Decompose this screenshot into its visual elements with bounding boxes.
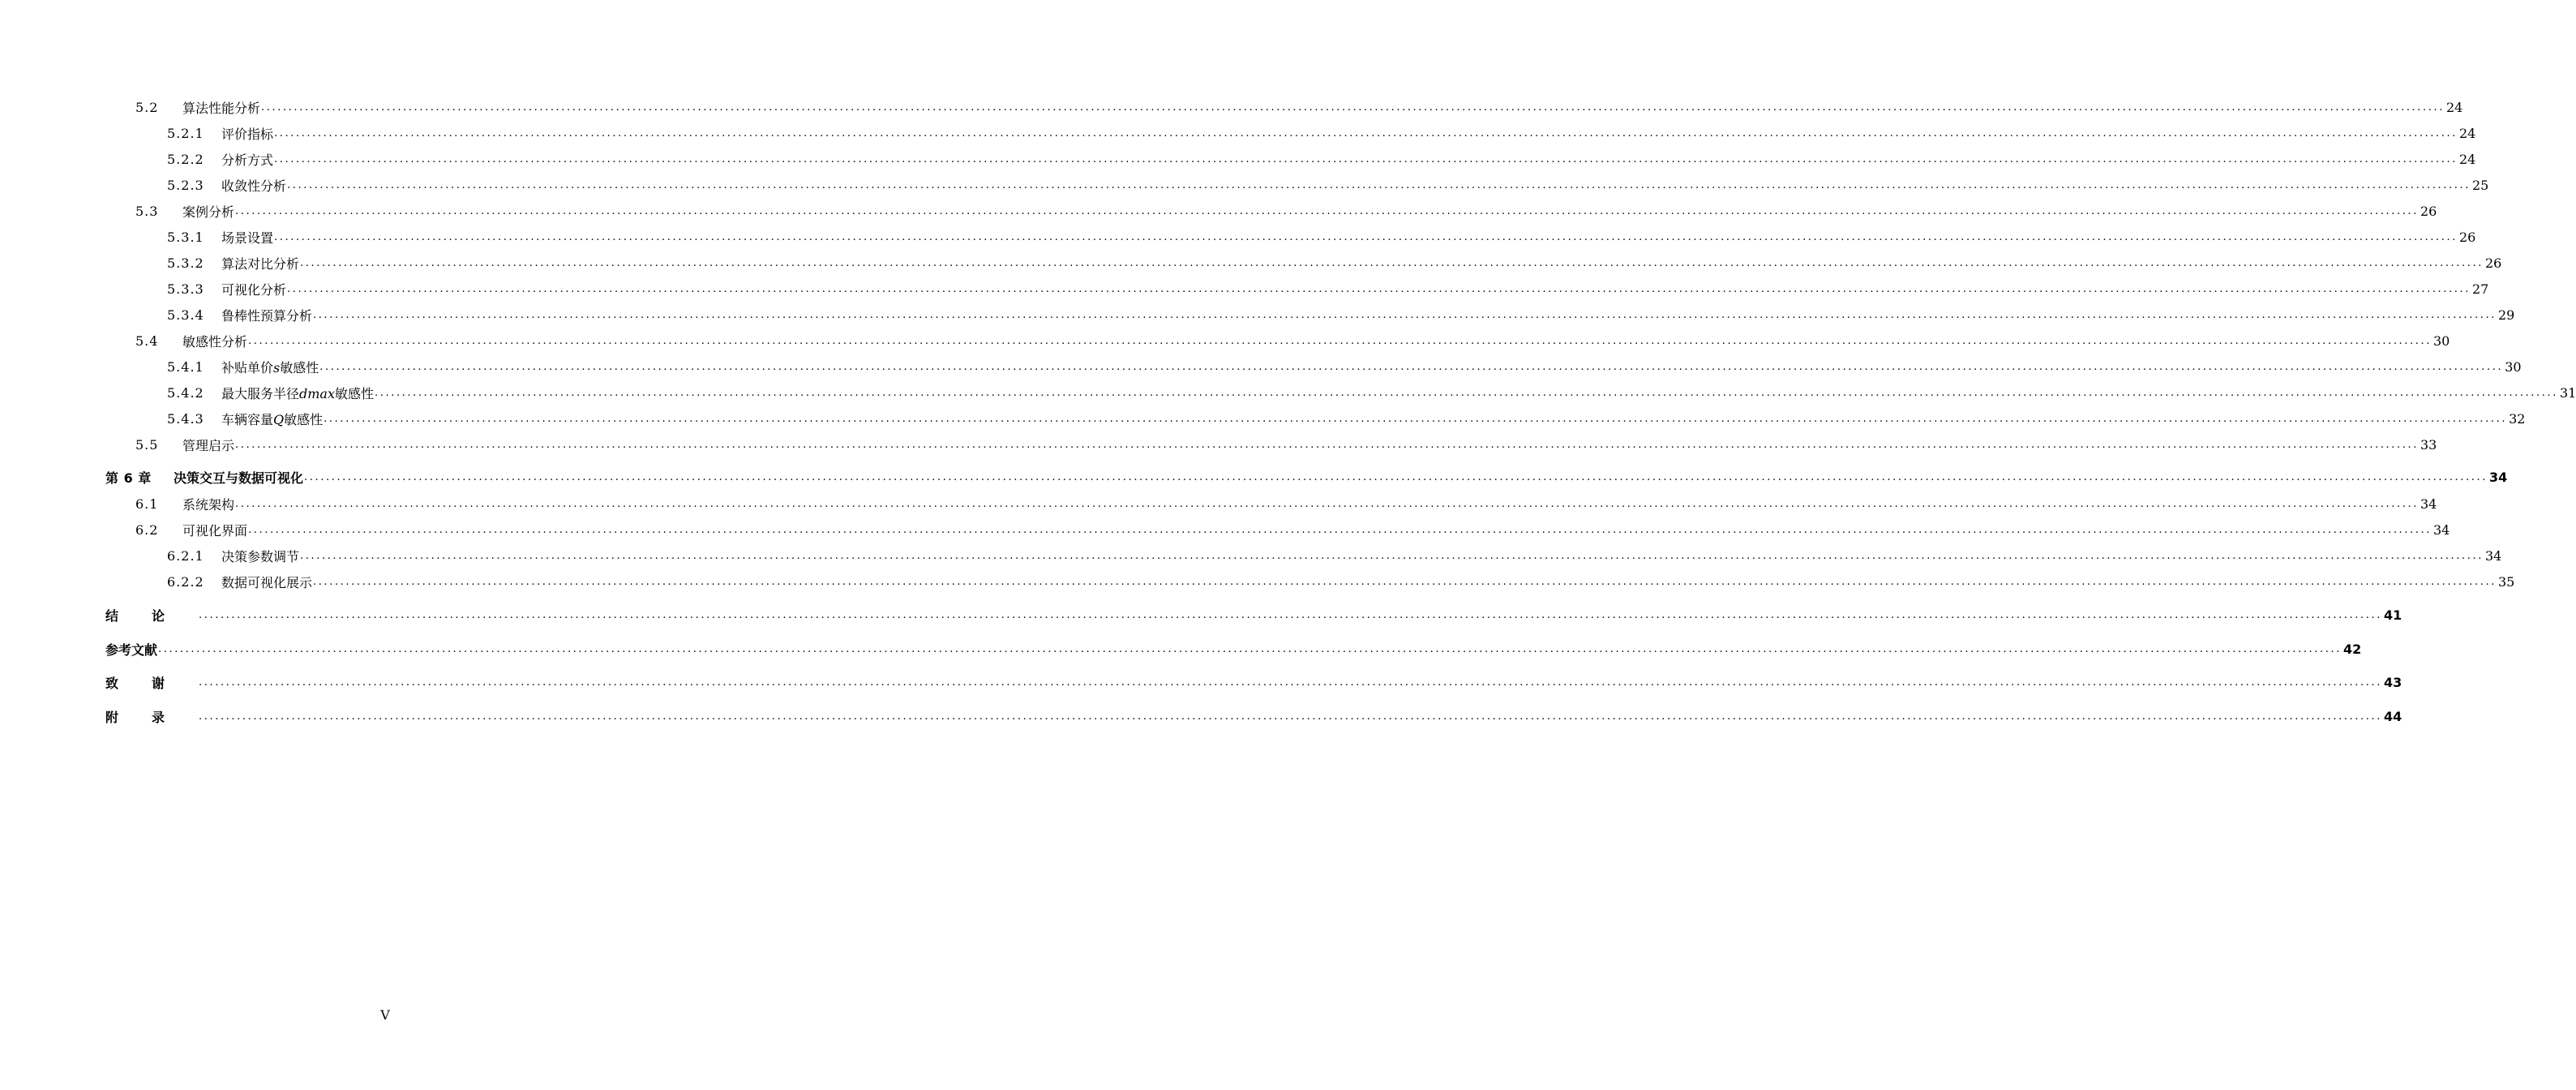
toc-entry-number: 5.2.3 bbox=[167, 177, 204, 193]
toc-dot-leader: ................................................................................................................................................................................................................................................................................................................................................................................................................ bbox=[300, 549, 2484, 562]
toc-entry-title: 收敛性分析 bbox=[221, 178, 287, 194]
toc-entry-title: 数据可视化展示 bbox=[221, 574, 313, 590]
toc-entry-title: 可视化界面 bbox=[182, 522, 248, 539]
toc-dot-leader: ................................................................................................................................................................................................................................................................................................................................................................................................................ bbox=[274, 152, 2458, 165]
toc-dot-leader: ................................................................................................................................................................................................................................................................................................................................................................................................................ bbox=[274, 230, 2458, 243]
toc-entry-math-symbol: s bbox=[273, 359, 281, 375]
toc-entry-title: 案例分析 bbox=[182, 204, 235, 220]
toc-entry-title-text: 车辆容量 bbox=[221, 411, 274, 427]
toc-entry-number: 5.4 bbox=[135, 333, 159, 349]
toc-entry[interactable] bbox=[167, 571, 2515, 592]
toc-entry-title-text: 敏感性 bbox=[335, 385, 375, 401]
toc-entry-page: 42 bbox=[2342, 641, 2362, 657]
toc-entry[interactable] bbox=[105, 604, 2402, 625]
toc-entry-page: 32 bbox=[2509, 410, 2526, 427]
toc-entry-number: 5.4.1 bbox=[167, 358, 204, 375]
toc-entry[interactable] bbox=[167, 545, 2502, 566]
toc-entry-number: 5.3.3 bbox=[167, 281, 204, 297]
toc-entry[interactable] bbox=[167, 174, 2489, 195]
toc-entry-number: 5.3.4 bbox=[167, 307, 204, 323]
toc-entry[interactable] bbox=[135, 519, 2450, 540]
toc-dot-leader: ................................................................................................................................................................................................................................................................................................................................................................................................................ bbox=[375, 386, 2558, 399]
toc-entry-page: 27 bbox=[2471, 281, 2489, 297]
toc-entry-title bbox=[221, 384, 374, 402]
toc-entry-page: 33 bbox=[2420, 436, 2437, 453]
toc-entry-page: 24 bbox=[2458, 125, 2476, 141]
toc-dot-leader: ................................................................................................................................................................................................................................................................................................................................................................................................................ bbox=[319, 360, 2504, 373]
toc-entry-title: 算法对比分析 bbox=[221, 255, 300, 272]
toc-entry-title-text: 最大服务半径 bbox=[221, 385, 300, 401]
toc-entry-title bbox=[221, 358, 319, 376]
toc-entry-title-text: 补贴单价 bbox=[221, 359, 274, 375]
toc-entry-page: 30 bbox=[2432, 333, 2450, 349]
toc-dot-leader: ................................................................................................................................................................................................................................................................................................................................................................................................................ bbox=[235, 204, 2419, 217]
toc-entry-title: 附录 bbox=[105, 709, 199, 725]
toc-entry[interactable] bbox=[167, 252, 2502, 273]
toc-entry-number: 5.3.2 bbox=[167, 255, 204, 271]
toc-dot-leader: ................................................................................................................................................................................................................................................................................................................................................................................................................ bbox=[324, 412, 2508, 425]
toc-entry[interactable] bbox=[167, 122, 2476, 144]
toc-entry-title: 评价指标 bbox=[221, 126, 274, 142]
toc-entry[interactable] bbox=[135, 97, 2463, 118]
toc-entry[interactable] bbox=[167, 408, 2526, 429]
toc-entry-page: 24 bbox=[2458, 151, 2476, 167]
toc-entry-page: 43 bbox=[2383, 674, 2402, 690]
toc-entry-page: 44 bbox=[2383, 708, 2402, 724]
toc-dot-leader: ................................................................................................................................................................................................................................................................................................................................................................................................................ bbox=[300, 256, 2484, 269]
toc-entry[interactable] bbox=[167, 278, 2489, 299]
toc-dot-leader: ................................................................................................................................................................................................................................................................................................................................................................................................................ bbox=[199, 676, 2382, 689]
toc-entry[interactable] bbox=[135, 330, 2450, 351]
page-number-footer: V bbox=[380, 1007, 390, 1023]
toc-entry[interactable] bbox=[105, 466, 2508, 487]
toc-entry-title: 参考文献 bbox=[105, 642, 158, 658]
toc-entry-page: 35 bbox=[2497, 573, 2515, 590]
toc-entry-math-symbol: Q bbox=[273, 411, 285, 427]
toc-entry-page: 26 bbox=[2484, 255, 2502, 271]
toc-entry[interactable] bbox=[135, 493, 2437, 514]
toc-entry-page: 41 bbox=[2383, 607, 2402, 623]
toc-entry-title: 结论 bbox=[105, 607, 199, 624]
toc-entry-title bbox=[221, 410, 323, 428]
toc-entry-title: 鲁棒性预算分析 bbox=[221, 307, 313, 324]
toc-dot-leader: ................................................................................................................................................................................................................................................................................................................................................................................................................ bbox=[274, 127, 2458, 139]
toc-dot-leader: ................................................................................................................................................................................................................................................................................................................................................................................................................ bbox=[313, 308, 2497, 321]
toc-dot-leader: ................................................................................................................................................................................................................................................................................................................................................................................................................ bbox=[158, 642, 2342, 655]
toc-entry-number: 5.2 bbox=[135, 99, 159, 115]
toc-entry[interactable] bbox=[167, 382, 2576, 403]
toc-entry-title-text: 敏感性 bbox=[284, 411, 324, 427]
toc-entry[interactable] bbox=[167, 304, 2515, 325]
toc-entry-title: 敏感性分析 bbox=[182, 333, 248, 350]
toc-dot-leader: ................................................................................................................................................................................................................................................................................................................................................................................................................ bbox=[287, 178, 2471, 191]
toc-entry-title: 决策参数调节 bbox=[221, 548, 300, 564]
toc-entry-page: 30 bbox=[2505, 358, 2522, 375]
toc-entry-title: 管理启示 bbox=[182, 437, 235, 453]
toc-entry-title: 场景设置 bbox=[221, 230, 274, 246]
toc-entry-number: 5.4.2 bbox=[167, 384, 204, 401]
toc-entry[interactable] bbox=[167, 148, 2476, 170]
toc-entry-title: 系统架构 bbox=[182, 496, 235, 513]
toc-entry-title: 致谢 bbox=[105, 675, 199, 691]
toc-entry-number: 6.2.1 bbox=[167, 547, 204, 564]
toc-entry[interactable] bbox=[105, 706, 2402, 727]
toc-entry-number: 第 6 章 bbox=[105, 470, 152, 486]
toc-entry-title-text: 敏感性 bbox=[280, 359, 319, 375]
toc-entry-number: 5.2.2 bbox=[167, 151, 204, 167]
toc-entry-number: 5.3.1 bbox=[167, 229, 204, 245]
toc-entry-page: 34 bbox=[2488, 469, 2508, 485]
toc-entry[interactable] bbox=[167, 356, 2522, 377]
toc-entry-number: 6.2 bbox=[135, 521, 159, 538]
toc-dot-leader: ................................................................................................................................................................................................................................................................................................................................................................................................................ bbox=[199, 710, 2382, 723]
toc-entry-number: 5.2.1 bbox=[167, 125, 204, 141]
toc-entry-number: 5.3 bbox=[135, 203, 159, 219]
toc-entry-page: 25 bbox=[2471, 177, 2489, 193]
toc-dot-leader: ................................................................................................................................................................................................................................................................................................................................................................................................................ bbox=[248, 523, 2432, 536]
toc-entry-title: 分析方式 bbox=[221, 152, 274, 168]
toc-dot-leader: ................................................................................................................................................................................................................................................................................................................................................................................................................ bbox=[304, 470, 2488, 483]
toc-dot-leader: ................................................................................................................................................................................................................................................................................................................................................................................................................ bbox=[287, 282, 2471, 295]
toc-entry[interactable] bbox=[105, 638, 2362, 659]
toc-entry[interactable] bbox=[135, 434, 2437, 455]
toc-entry-page: 26 bbox=[2420, 203, 2437, 219]
toc-dot-leader: ................................................................................................................................................................................................................................................................................................................................................................................................................ bbox=[235, 497, 2419, 510]
toc-entry[interactable] bbox=[167, 226, 2476, 247]
toc-entry-number: 5.4.3 bbox=[167, 410, 204, 427]
toc-entry-title: 可视化分析 bbox=[221, 281, 287, 298]
toc-entry-page: 29 bbox=[2497, 307, 2515, 323]
toc-entry-page: 24 bbox=[2445, 99, 2463, 115]
toc-entry-page: 34 bbox=[2420, 496, 2437, 512]
toc-entry[interactable] bbox=[135, 200, 2437, 221]
toc-entry[interactable] bbox=[105, 672, 2402, 693]
toc-entry-number: 5.5 bbox=[135, 436, 159, 453]
toc-entry-page: 26 bbox=[2458, 229, 2476, 245]
toc-entry-math-symbol: dmax bbox=[299, 385, 335, 401]
toc-dot-leader: ................................................................................................................................................................................................................................................................................................................................................................................................................ bbox=[261, 101, 2445, 114]
toc-dot-leader: ................................................................................................................................................................................................................................................................................................................................................................................................................ bbox=[313, 575, 2497, 588]
toc-entry-title: 决策交互与数据可视化 bbox=[174, 470, 304, 486]
toc-dot-leader: ................................................................................................................................................................................................................................................................................................................................................................................................................ bbox=[199, 608, 2382, 621]
toc-dot-leader: ................................................................................................................................................................................................................................................................................................................................................................................................................ bbox=[248, 334, 2432, 347]
toc-dot-leader: ................................................................................................................................................................................................................................................................................................................................................................................................................ bbox=[235, 438, 2419, 451]
toc-entry-page: 34 bbox=[2432, 521, 2450, 538]
toc-entry-title: 算法性能分析 bbox=[182, 100, 261, 116]
toc-entry-page: 34 bbox=[2484, 547, 2502, 564]
toc-entry-number: 6.2.2 bbox=[167, 573, 204, 590]
toc-entry-number: 6.1 bbox=[135, 496, 159, 512]
toc-entry-page: 31 bbox=[2559, 384, 2576, 401]
